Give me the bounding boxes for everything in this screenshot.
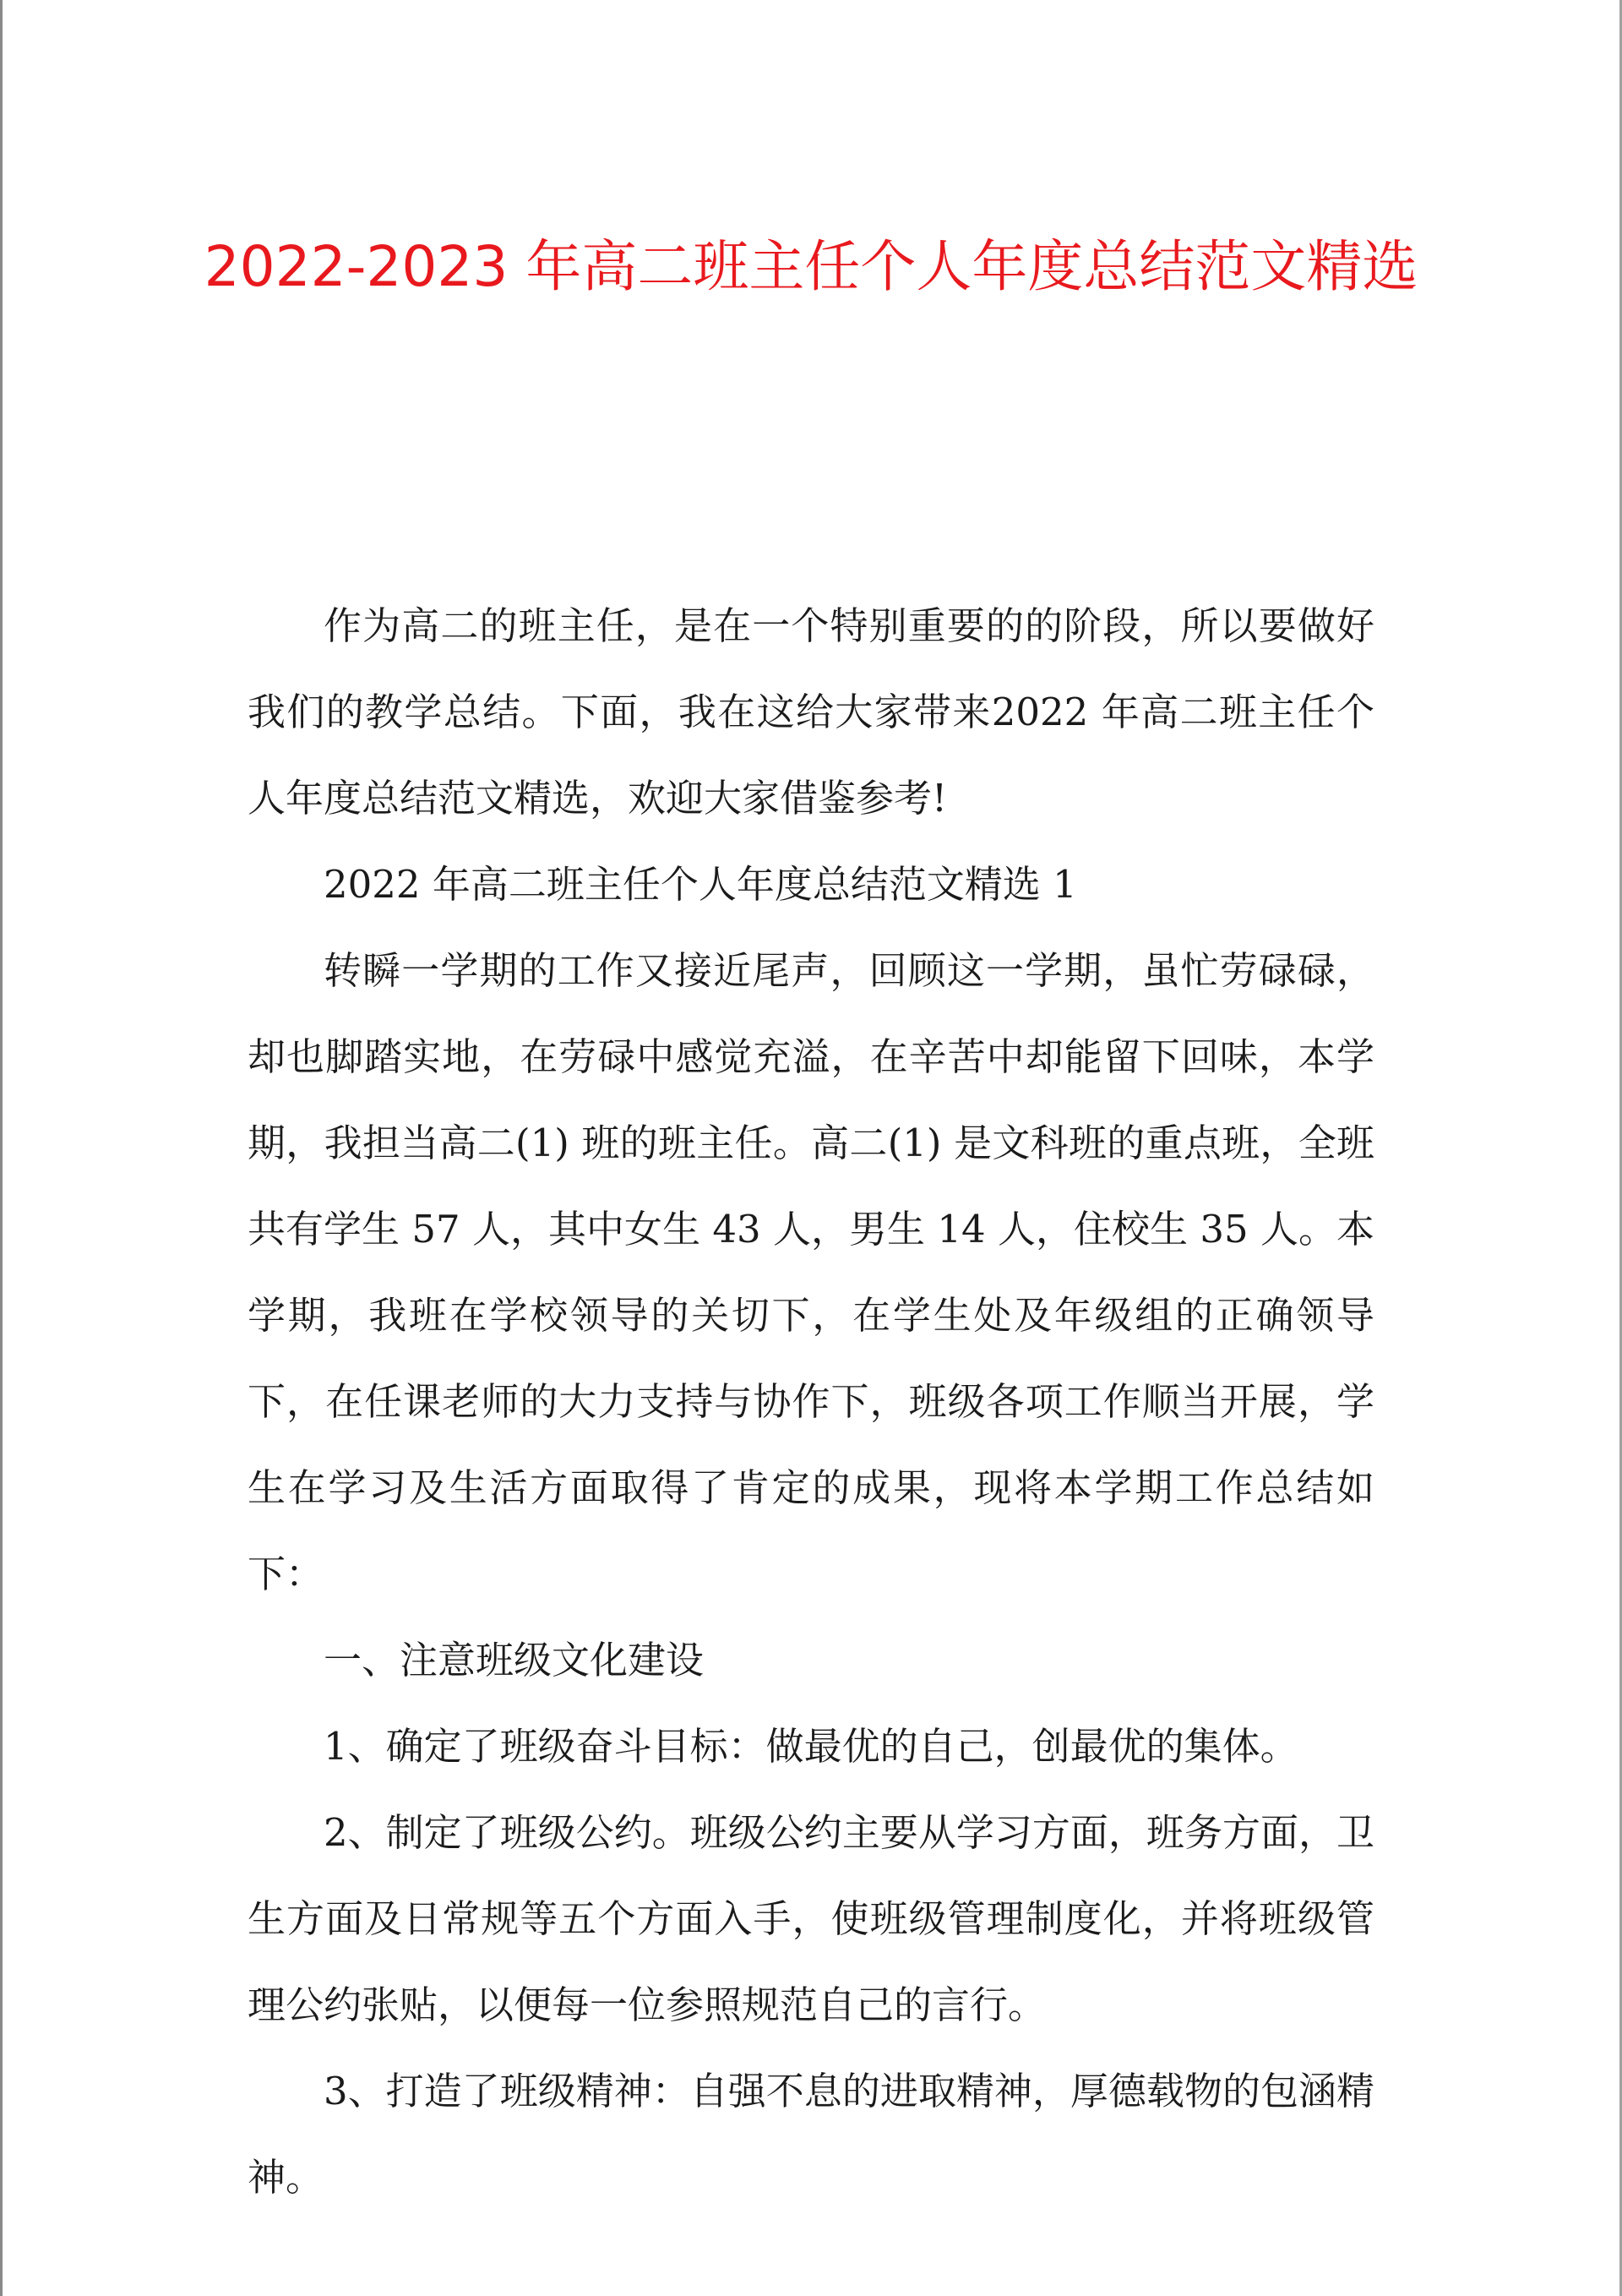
list-item-2: 2、制定了班级公约。班级公约主要从学习方面，班务方面，卫生方面及日常规等五个方面入手，使班级管理制度化，并将班级管理公约张贴，以便每一位参照规范自己的言行。 (248, 1810, 1374, 2027)
body-paragraph: 转瞬一学期的工作又接近尾声，回顾这一学期，虽忙劳碌碌，却也脚踏实地，在劳碌中感觉充溢，在辛苦中却能留下回味，本学期，我担当高二(1) 班的班主任。高二(1) 是文科班的重点班，全班共有学生 57 人，其中女生 43 人，男生 14 人，住校生 35 人。本学期，我班在学校领导的关切下，在学生处及年级组的正确领导下，在任课老师的大力支持与协作下，班级各项工作顺当开展，学生在学习及生活方面取得了肯定的成果，现将本学期工作总结如下： (248, 948, 1374, 1596)
list-item-3: 3、打造了班级精神：自强不息的进取精神，厚德载物的包涵精神。 (248, 2069, 1374, 2200)
subsection-heading: 一、注意班级文化建设 (324, 1638, 705, 1682)
section-heading: 2022 年高二班主任个人年度总结范文精选 1 (324, 862, 1077, 907)
document-title: 2022-2023 年高二班主任个人年度总结范文精选 (204, 234, 1418, 299)
page-edge-left (0, 0, 3, 2296)
list-item-1: 1、确定了班级奋斗目标：做最优的自己，创最优的集体。 (324, 1724, 1298, 1769)
document-body (248, 583, 1374, 2221)
intro-paragraph: 作为高二的班主任，是在一个特别重要的的阶段，所以要做好我们的教学总结。下面，我在这给大家带来2022 年高二班主任个人年度总结范文精选，欢迎大家借鉴参考! (248, 603, 1374, 821)
